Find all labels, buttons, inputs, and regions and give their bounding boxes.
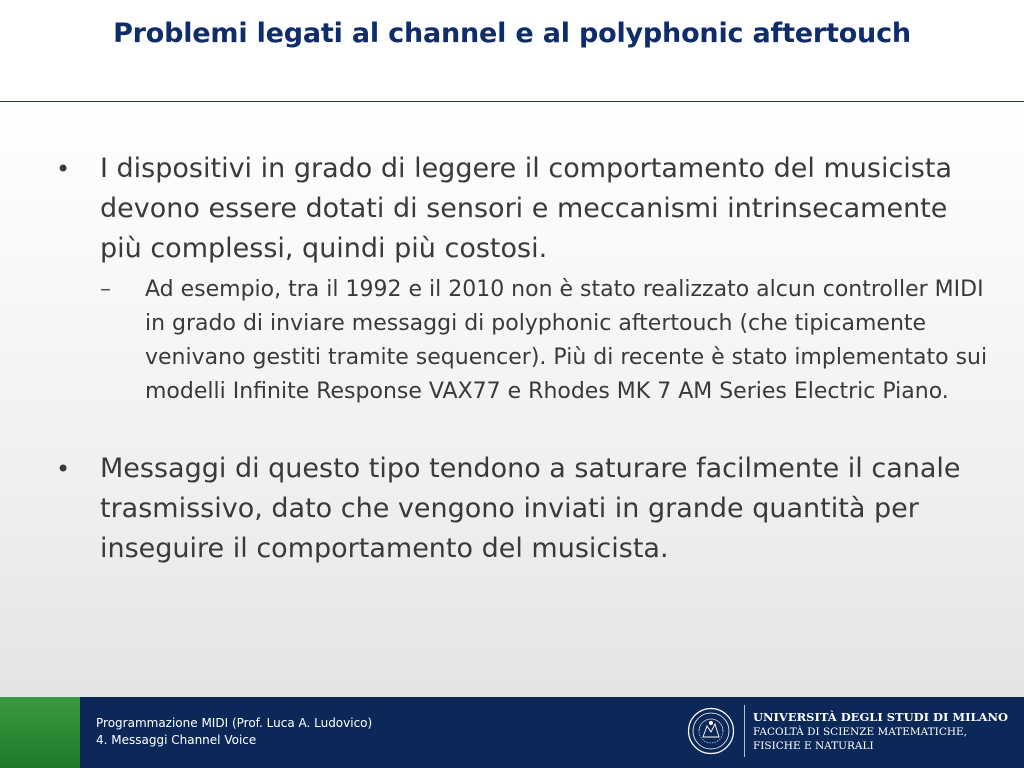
footer-bar — [0, 697, 1024, 768]
sub-bullet-item — [56, 273, 996, 409]
slide-title: Problemi legati al channel e al polyphonic aftertouch — [113, 18, 911, 49]
bullet-marker: • — [56, 155, 71, 183]
sub-bullet-text: Ad esempio, tra il 1992 e il 2010 non è stato realizzato alcun controller MIDI in grado di inviare messaggi di polyphonic aftertouch (che tipicamente venivano gestiti tramite sequencer). Più di recente è stato implementato sui modelli Infinite Response VAX77 e Rhodes MK 7 AM Series Electric Piano. — [145, 277, 988, 404]
faculty-line-1: FACOLTÀ DI SCIENZE MATEMATICHE, — [753, 726, 968, 738]
footer-course: Programmazione MIDI (Prof. Luca A. Ludovico) — [96, 716, 373, 730]
footer-caption — [96, 715, 372, 749]
bullet-item — [56, 449, 996, 569]
slide-content — [56, 149, 996, 569]
bullet-marker: • — [56, 455, 71, 483]
university-seal-icon — [687, 707, 735, 755]
faculty-line-2: FISICHE E NATURALI — [753, 740, 874, 752]
bullet-item — [56, 149, 996, 269]
title-divider — [0, 101, 1024, 102]
bullet-text: I dispositivi in grado di leggere il comportamento del musicista devono essere dotati di sensori e meccanismi intrinsecamente più complessi, quindi più costosi. — [100, 153, 952, 264]
footer-section: 4. Messaggi Channel Voice — [96, 733, 257, 747]
bullet-text: Messaggi di questo tipo tendono a saturare facilmente il canale trasmissivo, dato che vengono inviati in grande quantità per inseguire il comportamento del musicista. — [100, 453, 961, 564]
footer-accent-block — [0, 697, 80, 768]
university-name: UNIVERSITÀ DEGLI STUDI DI MILANO — [753, 710, 1008, 724]
logo-divider — [744, 705, 745, 757]
university-wordmark — [753, 710, 1008, 753]
sub-bullet-marker: – — [100, 277, 111, 302]
